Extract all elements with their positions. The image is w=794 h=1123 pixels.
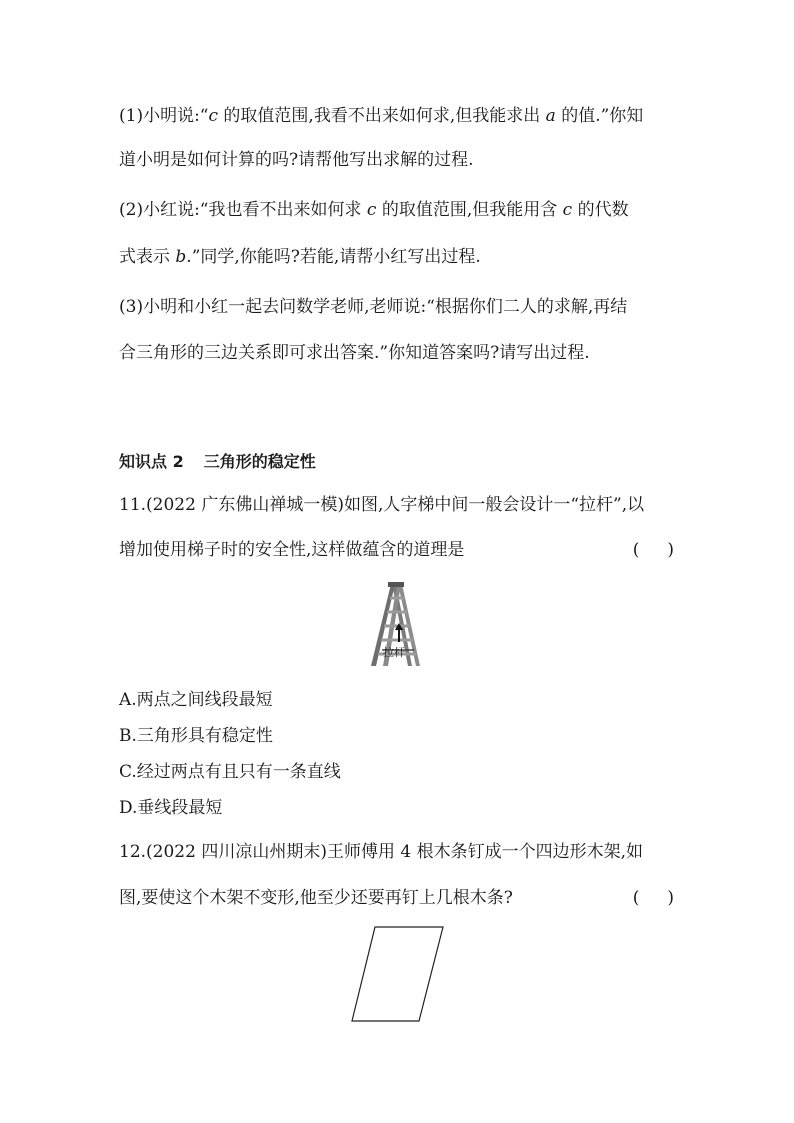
problem-11-stem-line-2: 增加使用梯子时的安全性,这样做蕴含的道理是 <box>119 540 465 560</box>
section-label: 知识点 2 <box>119 452 184 471</box>
tie-rod-label: 拉杆 <box>383 646 405 659</box>
problem-11-stem-line-1: 11.(2022 广东佛山禅城一模)如图,人字梯中间一般会设计一“拉杆”,以 <box>119 495 645 515</box>
option-c: C.经过两点有且只有一条直线 <box>119 762 341 782</box>
option-a: A.两点之间线段最短 <box>119 690 273 710</box>
problem-12-stem-line-2: 图,要使这个木架不变形,他至少还要再钉上几根木条? <box>119 888 513 908</box>
problem-12-stem-line-1: 12.(2022 四川凉山州期末)王师傅用 4 根木条钉成一个四边形木架,如 <box>119 842 643 862</box>
section-title: 三角形的稳定性 <box>203 452 316 471</box>
option-b: B.三角形具有稳定性 <box>119 726 273 746</box>
section-heading <box>119 450 674 474</box>
q3-line-1: (3)小明和小红一起去问数学老师,老师说:“根据你们二人的求解,再结 <box>119 297 628 317</box>
option-d: D.垂线段最短 <box>119 798 223 818</box>
parallelogram-figure <box>348 924 448 1024</box>
parallelogram-drawing <box>348 924 448 1024</box>
answer-blank-12: ( ) <box>632 888 674 908</box>
ladder-top <box>388 582 404 587</box>
q1-line-2: 道小明是如何计算的吗?请帮他写出求解的过程. <box>119 150 474 170</box>
q2-line-2: 式表示 b.”同学,你能吗?若能,请帮小红写出过程. <box>119 247 481 267</box>
q1-line-1: (1)小明说:“c 的取值范围,我看不出来如何求,但我能求出 a 的值.”你知 <box>119 106 644 126</box>
q2-line-1: (2)小红说:“我也看不出来如何求 c 的取值范围,但我能用含 c 的代数 <box>119 200 629 220</box>
wooden-frame-parallelogram <box>352 927 443 1021</box>
answer-blank-11: ( ) <box>632 540 674 560</box>
q3-line-2: 合三角形的三边关系即可求出答案.”你知道答案吗?请写出过程. <box>119 343 590 363</box>
ladder-figure <box>358 580 438 672</box>
